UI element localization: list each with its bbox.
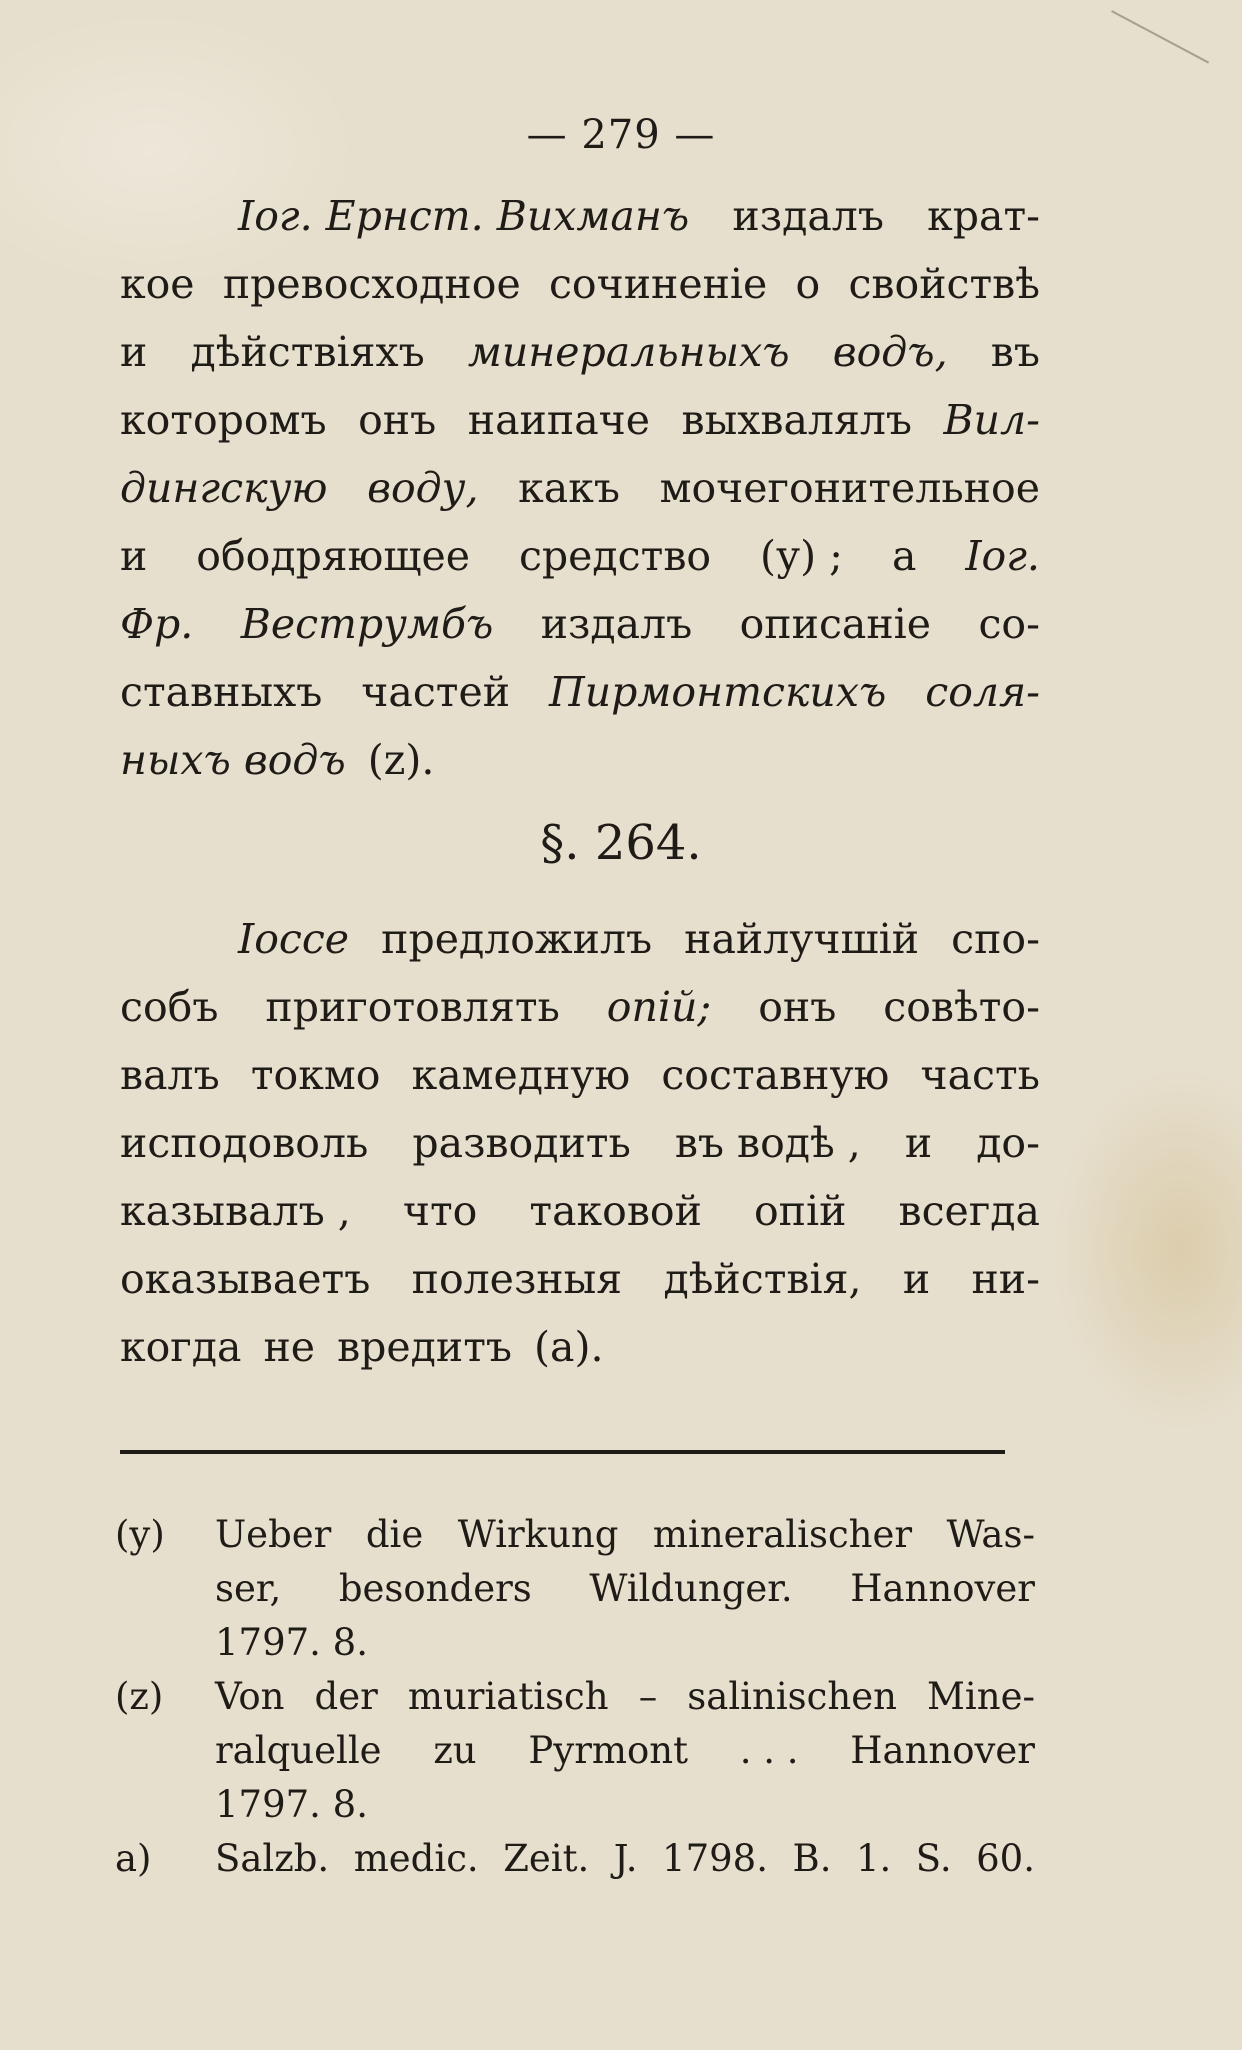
word: средство [518, 532, 712, 580]
text-line [120, 454, 1040, 522]
footnotes [115, 1508, 1035, 1886]
word: а [891, 532, 917, 580]
paragraph-1 [120, 182, 1040, 794]
word: о [795, 260, 821, 308]
word: минеральныхъ [467, 328, 790, 376]
word: всегда [898, 1187, 1040, 1235]
word: и [120, 532, 148, 580]
word: ободряющее [196, 532, 471, 580]
word: онъ [758, 983, 837, 1031]
word: таковой [529, 1187, 702, 1235]
footnote [115, 1508, 1035, 1670]
word: превосходное [222, 260, 521, 308]
paragraph-2 [120, 905, 1040, 1381]
word: описаніе [739, 600, 932, 648]
text-line [120, 182, 1040, 250]
word: которомъ [120, 396, 327, 444]
footnote-mark: (y) [115, 1513, 165, 1556]
word: die [365, 1513, 424, 1556]
word: валъ [120, 1051, 220, 1099]
word: до- [976, 1119, 1040, 1167]
word: besonders [338, 1567, 532, 1610]
word: онъ [358, 396, 437, 444]
word: Вил- [943, 396, 1040, 444]
word: Salzb. [215, 1837, 330, 1880]
footnote-mark: a) [115, 1837, 152, 1880]
text-line [120, 1109, 1040, 1177]
page-number: — 279 — [526, 112, 716, 158]
word: разводить [412, 1119, 631, 1167]
word: кое [120, 260, 195, 308]
word: камедную [411, 1051, 631, 1099]
word: (а). [534, 1323, 604, 1371]
word: свойствѣ [848, 260, 1040, 308]
word: сочиненіе [548, 260, 768, 308]
word: опій [754, 1187, 847, 1235]
word: часть [920, 1051, 1040, 1099]
word: какъ [518, 464, 620, 512]
word: Фр. [120, 600, 194, 648]
text-line [120, 250, 1040, 318]
footnote-text [215, 1832, 1035, 1886]
word: когда [120, 1323, 242, 1371]
word: mineralischer [652, 1513, 913, 1556]
word: приготовлять [265, 983, 560, 1031]
word: Hannover [850, 1567, 1035, 1610]
word: J. [613, 1837, 638, 1880]
section-heading: §. 264. [540, 815, 702, 871]
footnote-line [215, 1724, 1035, 1778]
footnote-line [215, 1562, 1035, 1616]
word: Was- [946, 1513, 1035, 1556]
word: дингскую [120, 464, 328, 512]
word: salinischen [687, 1675, 897, 1718]
text-line [120, 318, 1040, 386]
text-line [120, 973, 1040, 1041]
footnote [115, 1670, 1035, 1832]
word: zu [433, 1729, 477, 1772]
word: дѣйствіяхъ [190, 328, 425, 376]
word: спо- [951, 915, 1040, 963]
word: собъ [120, 983, 219, 1031]
footnote-text [215, 1508, 1035, 1670]
word: ставныхъ [120, 668, 323, 716]
word: ralquelle [215, 1729, 382, 1772]
text-line [120, 1177, 1040, 1245]
word: 1797. 8. [215, 1621, 368, 1664]
word: совѣто- [883, 983, 1040, 1031]
footnote-mark: (z) [115, 1675, 164, 1718]
word: воду, [367, 464, 479, 512]
word: medic. [353, 1837, 479, 1880]
text-line [120, 658, 1040, 726]
text-line [120, 386, 1040, 454]
word: соля- [925, 668, 1040, 716]
word: Ueber [215, 1513, 332, 1556]
word: выхвалялъ [681, 396, 912, 444]
text-line [120, 726, 1040, 794]
word: 1798. [662, 1837, 768, 1880]
word: Wirkung [457, 1513, 619, 1556]
word: (у) ; [760, 532, 843, 580]
text-line [120, 1313, 1040, 1381]
word: крат- [927, 192, 1040, 240]
footnote-line [215, 1670, 1035, 1724]
word: казывалъ , [120, 1187, 351, 1235]
word: что [402, 1187, 478, 1235]
word: издалъ [540, 600, 693, 648]
word: Mine- [927, 1675, 1035, 1718]
word: (z). [367, 736, 435, 784]
text-line [120, 590, 1040, 658]
word: и [904, 1119, 933, 1167]
word: Веструмбъ [240, 600, 494, 648]
word: Wildunger. [589, 1567, 793, 1610]
word: 60. [976, 1837, 1035, 1880]
word: вредитъ [337, 1323, 513, 1371]
word: – [638, 1675, 658, 1718]
word: Zeit. [503, 1837, 590, 1880]
word: Іог. Ернст. Вихманъ [238, 192, 690, 240]
text-line [120, 905, 1040, 973]
word: дѣйствія, [663, 1255, 862, 1303]
word: и [902, 1255, 931, 1303]
word: составную [661, 1051, 890, 1099]
footnote-text [215, 1670, 1035, 1832]
word: опій; [606, 983, 712, 1031]
word: ныхъ водъ [120, 736, 346, 784]
word: со- [978, 600, 1040, 648]
word: издалъ [732, 192, 884, 240]
footnote-line [215, 1616, 1035, 1670]
text-line [120, 522, 1040, 590]
word: Hannover [850, 1729, 1035, 1772]
footnote-separator-rule [120, 1450, 1005, 1454]
word: въ [990, 328, 1040, 376]
word: найлучшій [684, 915, 920, 963]
word: S. [915, 1837, 952, 1880]
word: ser, [215, 1567, 282, 1610]
page-corner-fold [1111, 0, 1242, 64]
word: Іоссе [238, 915, 350, 963]
word: Іог. [965, 532, 1040, 580]
word: ни- [971, 1255, 1040, 1303]
word: Пирмонтскихъ [549, 668, 887, 716]
word: Von [215, 1675, 285, 1718]
word: предложилъ [381, 915, 653, 963]
text-line [120, 1245, 1040, 1313]
word: не [263, 1323, 316, 1371]
word: полезныя [411, 1255, 623, 1303]
word: наипаче [467, 396, 651, 444]
word: muriatisch [407, 1675, 609, 1718]
word: мочегонительное [659, 464, 1040, 512]
footnote-line [215, 1832, 1035, 1886]
word: B. [792, 1837, 832, 1880]
word: 1797. 8. [215, 1783, 368, 1826]
word: оказываетъ [120, 1255, 371, 1303]
word: частей [361, 668, 511, 716]
word: токмо [250, 1051, 381, 1099]
word: въ водѣ , [674, 1119, 861, 1167]
word: . . . [739, 1729, 799, 1772]
text-line [120, 1041, 1040, 1109]
word: Pyrmont [528, 1729, 688, 1772]
word: исподоволь [120, 1119, 369, 1167]
word: 1. [855, 1837, 892, 1880]
footnote-line [215, 1508, 1035, 1562]
word: der [314, 1675, 378, 1718]
word: водъ, [832, 328, 948, 376]
footnote [115, 1832, 1035, 1886]
footnote-line [215, 1778, 1035, 1832]
word: и [120, 328, 148, 376]
